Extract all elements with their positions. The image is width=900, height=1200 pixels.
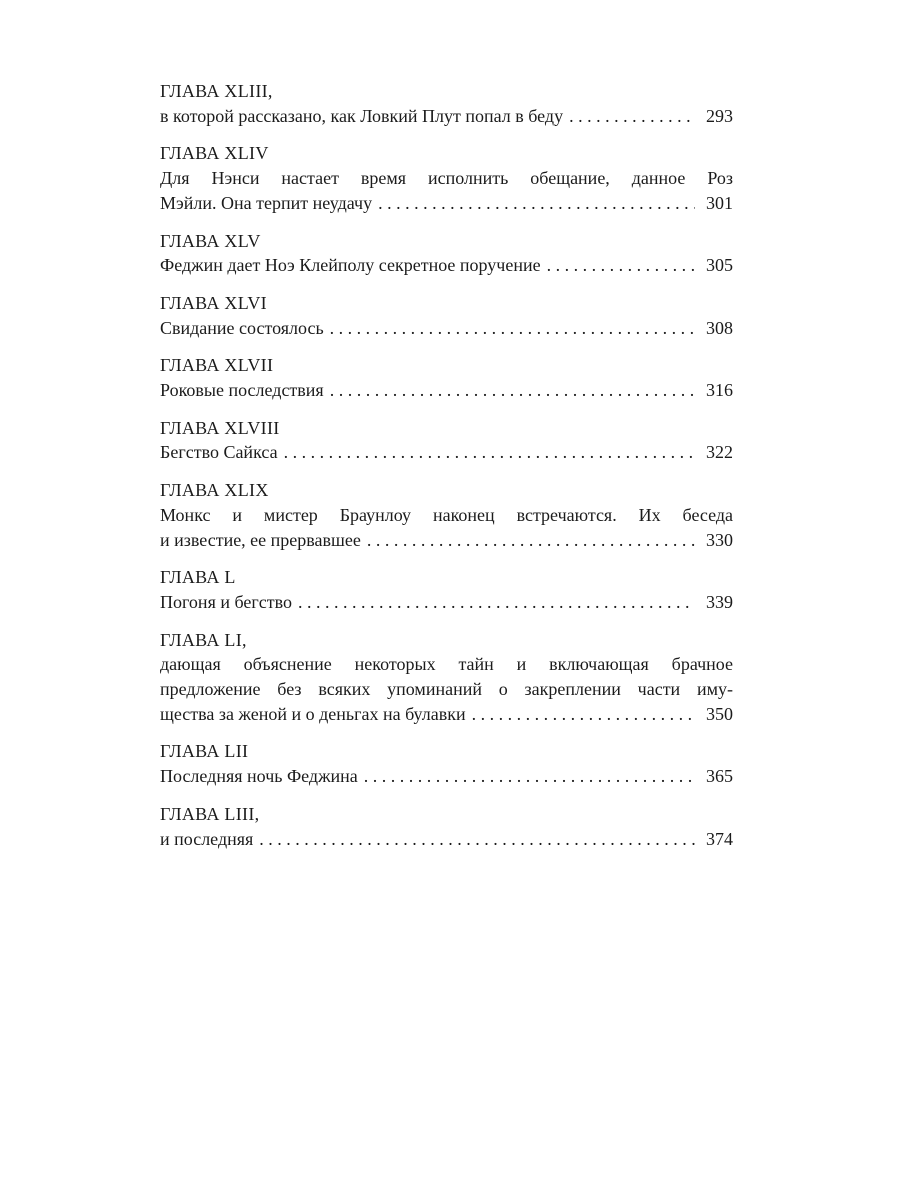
page-number: 308 bbox=[706, 317, 733, 338]
chapter-description: в которой рассказано, как Ловкий Плут попал в беду bbox=[160, 105, 564, 126]
chapter-heading: ГЛАВА XLV bbox=[160, 230, 261, 251]
chapter-description: Свидание состоялось bbox=[160, 317, 324, 338]
page-number: 293 bbox=[706, 105, 733, 126]
chapter-description-line: предложение без всяких упоминаний о закреплении части иму- bbox=[160, 679, 733, 700]
page-number: 365 bbox=[706, 766, 733, 787]
toc-entry bbox=[160, 141, 733, 215]
chapter-description: и известие, ее прервавшее bbox=[160, 529, 361, 550]
page-number: 322 bbox=[706, 442, 733, 463]
dot-leader bbox=[259, 827, 695, 852]
dot-leader bbox=[330, 378, 695, 403]
chapter-description: Бегство Сайкса bbox=[160, 442, 278, 463]
chapter-description: Феджин дает Ноэ Клейполу секретное поручение bbox=[160, 255, 541, 276]
chapter-heading: ГЛАВА XLVII bbox=[160, 355, 274, 376]
toc-entry-lastline bbox=[160, 191, 733, 216]
toc-entry bbox=[160, 353, 733, 402]
toc-entry-lastline bbox=[160, 528, 733, 553]
dot-leader bbox=[367, 528, 695, 553]
toc-entry bbox=[160, 291, 733, 340]
chapter-description: Мэйли. Она терпит неудачу bbox=[160, 192, 373, 213]
chapter-description-line: дающая объяснение некоторых тайн и включающая брачное bbox=[160, 654, 733, 675]
chapter-heading: ГЛАВА XLVIII bbox=[160, 417, 280, 438]
chapter-description-line: Монкс и мистер Браунлоу наконец встречаются. Их беседа bbox=[160, 504, 733, 525]
toc-list bbox=[160, 79, 733, 864]
toc-entry bbox=[160, 802, 733, 851]
toc-entry bbox=[160, 229, 733, 278]
chapter-description: Роковые последствия bbox=[160, 380, 324, 401]
toc-entry bbox=[160, 739, 733, 788]
page-number: 374 bbox=[706, 828, 733, 849]
page-number: 316 bbox=[706, 380, 733, 401]
chapter-description: Погоня и бегство bbox=[160, 591, 293, 612]
toc-entry-lastline bbox=[160, 440, 733, 465]
toc-entry-lastline bbox=[160, 104, 733, 129]
chapter-description: щества за женой и о деньгах на булавки bbox=[160, 703, 466, 724]
dot-leader bbox=[547, 253, 695, 278]
chapter-heading: ГЛАВА LI, bbox=[160, 629, 247, 650]
chapter-description-line: Для Нэнси настает время исполнить обещание, данное Роз bbox=[160, 168, 733, 189]
dot-leader bbox=[284, 440, 695, 465]
toc-entry-lastline bbox=[160, 378, 733, 403]
toc-entry-lastline bbox=[160, 764, 733, 789]
page-number: 305 bbox=[706, 255, 733, 276]
dot-leader bbox=[378, 191, 695, 216]
page-number: 339 bbox=[706, 591, 733, 612]
toc-entry-lastline bbox=[160, 253, 733, 278]
page-number: 350 bbox=[706, 703, 733, 724]
toc-entry-lastline bbox=[160, 702, 733, 727]
toc-entry bbox=[160, 478, 733, 552]
chapter-heading: ГЛАВА LIII, bbox=[160, 803, 260, 824]
dot-leader bbox=[569, 104, 695, 129]
toc-entry-lastline bbox=[160, 316, 733, 341]
chapter-heading: ГЛАВА XLIV bbox=[160, 143, 269, 164]
chapter-heading: ГЛАВА XLIII, bbox=[160, 81, 273, 101]
chapter-heading: ГЛАВА XLVI bbox=[160, 292, 267, 313]
chapter-description: Последняя ночь Феджина bbox=[160, 766, 358, 787]
dot-leader bbox=[472, 702, 695, 727]
toc-entry bbox=[160, 79, 733, 128]
page-number: 301 bbox=[706, 192, 733, 213]
toc-entry-lastline bbox=[160, 827, 733, 852]
toc-entry bbox=[160, 416, 733, 465]
dot-leader bbox=[298, 590, 695, 615]
dot-leader bbox=[364, 764, 695, 789]
toc-entry bbox=[160, 565, 733, 614]
page-number: 330 bbox=[706, 529, 733, 550]
dot-leader bbox=[330, 316, 695, 341]
chapter-heading: ГЛАВА XLIX bbox=[160, 480, 269, 501]
toc-entry bbox=[160, 628, 733, 727]
chapter-heading: ГЛАВА LII bbox=[160, 741, 249, 762]
chapter-heading: ГЛАВА L bbox=[160, 567, 236, 588]
chapter-description: и последняя bbox=[160, 828, 254, 849]
toc-entry-lastline bbox=[160, 590, 733, 615]
